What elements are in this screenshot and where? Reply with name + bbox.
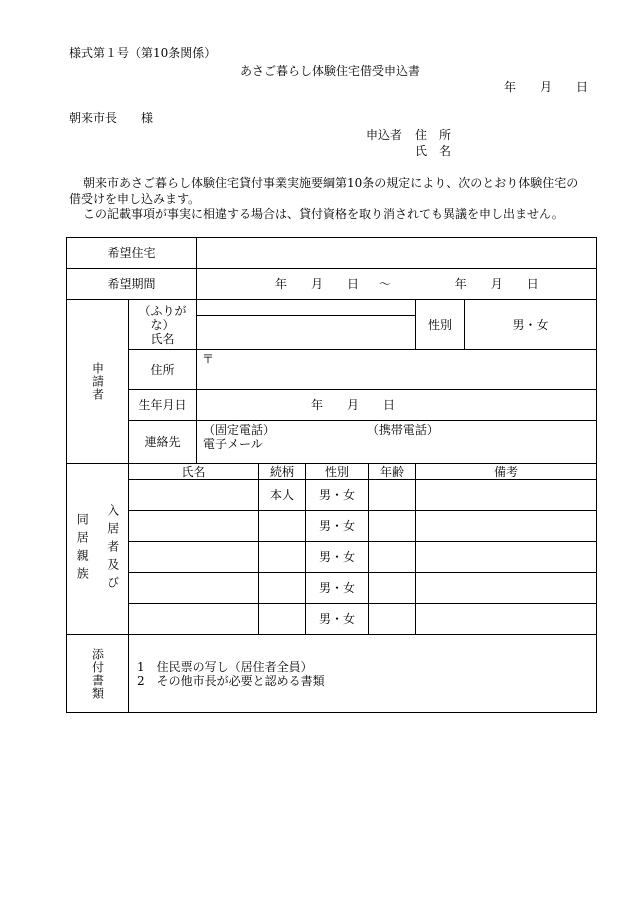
header-relation: 続柄	[259, 464, 306, 480]
cohabitants-section-label	[67, 464, 129, 635]
member-relation-cell[interactable]	[259, 511, 306, 542]
furigana-field[interactable]	[197, 300, 416, 316]
member-gender-cell[interactable]: 男・女	[306, 604, 369, 635]
birthdate-value: 年 月 日	[311, 398, 396, 412]
member-gender-cell[interactable]: 男・女	[306, 480, 369, 511]
landline-label: （固定電話）	[203, 423, 276, 437]
date-line: 年 月 日	[504, 80, 589, 94]
applicant-label: 申込者	[366, 128, 403, 142]
attachment-item-2: 2 その他市長が必要と認める書類	[137, 673, 325, 688]
member-age-cell[interactable]	[369, 604, 416, 635]
address-label: 住所	[129, 350, 197, 390]
member-age-cell[interactable]	[369, 542, 416, 573]
member-name-cell[interactable]	[129, 511, 259, 542]
contact-label: 連絡先	[129, 421, 197, 464]
member-remarks-cell[interactable]	[416, 604, 597, 635]
desired-period-label: 希望期間	[67, 269, 197, 300]
member-name-cell[interactable]	[129, 573, 259, 604]
birthdate-field[interactable]	[197, 390, 597, 421]
member-gender-cell[interactable]: 男・女	[306, 573, 369, 604]
period-to: 年 月 日	[454, 277, 539, 291]
table-row	[67, 511, 597, 542]
member-age-cell[interactable]	[369, 480, 416, 511]
postal-mark: 〒	[202, 352, 215, 366]
body-para2: この記載事項が事実に相違する場合は、貸付資格を取り消されても異議を申し出ません。	[83, 207, 564, 221]
applicant-address-label: 住 所	[415, 128, 452, 142]
header-gender: 性別	[306, 464, 369, 480]
table-row	[67, 573, 597, 604]
period-from: 年 月 日	[275, 277, 360, 291]
email-label: 電子メール	[203, 437, 263, 451]
member-relation-cell[interactable]: 本人	[259, 480, 306, 511]
table-row	[67, 542, 597, 573]
attachment-item-1: 1 住民票の写し（居住者全員）	[137, 659, 313, 674]
furigana-label: （ふりがな）	[138, 303, 187, 332]
mobile-label: （携帯電話）	[366, 423, 439, 437]
applicant-gender-options[interactable]: 男・女	[465, 300, 597, 350]
member-remarks-cell[interactable]	[416, 511, 597, 542]
birthdate-label: 生年月日	[129, 390, 197, 421]
desired-period-field[interactable]	[197, 269, 597, 300]
address-field[interactable]	[197, 350, 597, 390]
member-relation-cell[interactable]	[259, 573, 306, 604]
member-relation-cell[interactable]	[259, 604, 306, 635]
name-label: 氏名	[150, 331, 175, 346]
gender-label: 性別	[416, 300, 465, 350]
cohabitants-col2: 入居者及び	[105, 504, 120, 594]
name-field[interactable]	[197, 316, 416, 350]
table-row	[67, 604, 597, 635]
desired-house-field[interactable]	[197, 238, 597, 269]
member-relation-cell[interactable]	[259, 542, 306, 573]
body-para1-line2: 借受けを申し込みます。	[69, 192, 201, 206]
cohabitants-col1: 同居親族	[75, 513, 90, 585]
member-age-cell[interactable]	[369, 511, 416, 542]
member-name-cell[interactable]	[129, 480, 259, 511]
attachments-vertical-text: 添付書類	[90, 647, 105, 700]
header-age: 年齢	[369, 464, 416, 480]
application-form-table	[66, 237, 597, 713]
attachments-section-label	[67, 635, 129, 713]
member-name-cell[interactable]	[129, 542, 259, 573]
member-remarks-cell[interactable]	[416, 573, 597, 604]
applicant-section-label	[67, 300, 129, 464]
addressee: 朝来市長 様	[69, 111, 154, 125]
period-tilde: ～	[378, 277, 391, 291]
attachments-field	[129, 635, 597, 713]
body-para1-line1: 朝来市あさご暮らし体験住宅貸付事業実施要綱第10条の規定により、次のとおり体験住宅の	[83, 176, 579, 190]
header-name: 氏名	[129, 464, 259, 480]
table-row	[67, 480, 597, 511]
header-remarks: 備考	[416, 464, 597, 480]
document-title: あさご暮らし体験住宅借受申込書	[240, 64, 421, 78]
furigana-name-label	[129, 300, 197, 350]
contact-field[interactable]	[197, 421, 597, 464]
member-remarks-cell[interactable]	[416, 542, 597, 573]
member-gender-cell[interactable]: 男・女	[306, 511, 369, 542]
applicant-vertical-text: 申請者	[90, 362, 105, 401]
member-remarks-cell[interactable]	[416, 480, 597, 511]
desired-house-label: 希望住宅	[67, 238, 197, 269]
member-age-cell[interactable]	[369, 573, 416, 604]
form-number: 様式第１号（第10条関係）	[69, 46, 217, 60]
member-name-cell[interactable]	[129, 604, 259, 635]
member-gender-cell[interactable]: 男・女	[306, 542, 369, 573]
applicant-name-label: 氏 名	[415, 144, 452, 158]
